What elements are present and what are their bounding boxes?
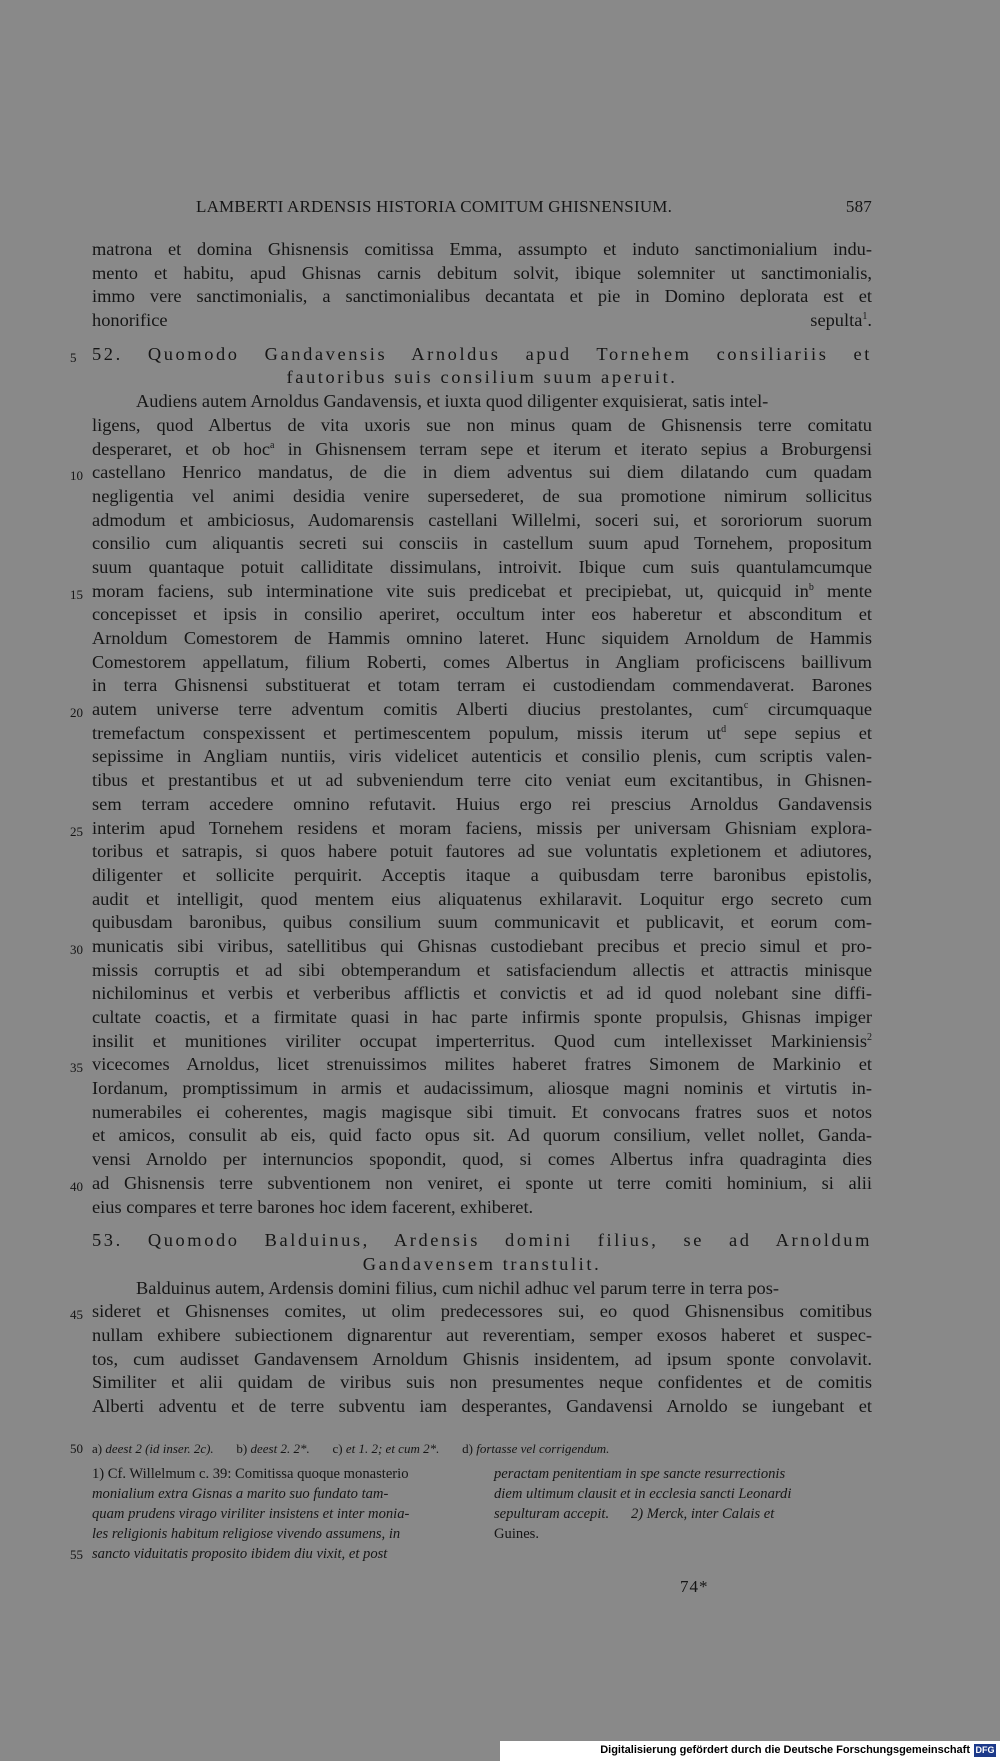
line-text: insilit et munitiones viriliter occupat imperterritus. Quod cum intellexisset Markiniensis [92, 1030, 867, 1051]
line-text: suum quantaque potuit calliditate dissimulans, introivit. Ibique cum suis quantulamcumque [92, 556, 872, 577]
footnote-text: les religionis habitum religiose vivendo assumens, in [92, 1525, 401, 1542]
line-number: 50 [70, 1441, 83, 1456]
text-line [92, 982, 872, 1006]
line-text-tail: sepe sepius et [726, 722, 872, 743]
text-line [92, 438, 872, 462]
line-text: negligentia vel animi desidia venire supersederet, de sua promotione nimirum sollicitus [92, 485, 872, 506]
apparatus-siglum: b) [236, 1441, 248, 1456]
footnote-text: sancto viduitatis proposito ibidem diu vixit, et post [92, 1545, 388, 1562]
line-text-tail: mente [813, 580, 872, 601]
line-text: fautoribus suis consilium suum aperuit. [286, 367, 678, 388]
line-text: sideret et Ghisnenses comites, ut olim predecessores sui, eo quod Ghisnensibus comitibus [92, 1301, 872, 1322]
text-line [92, 864, 872, 888]
note-marker: 2 [867, 1031, 872, 1043]
line-number: 35 [70, 1060, 83, 1076]
line-number: 10 [70, 468, 83, 484]
line-number: 55 [70, 1546, 83, 1562]
text-line [92, 1124, 872, 1148]
line-text: Balduinus autem, Ardensis domini filius, cum nichil adhuc vel parum terre in terra pos- [136, 1277, 780, 1298]
line-text: tos, cum audisset Gandavensem Arnoldum Ghisnis insidentem, ad ipsum sponte convolavit. [92, 1348, 872, 1369]
apparatus-entry: deest 2 (id inser. 2c). [105, 1441, 214, 1456]
line-text: Alberti adventu et de terre subventu iam desperantes, Gandavensi Arnoldo se iungebant et [92, 1396, 872, 1416]
line-text-tail: . [867, 310, 872, 331]
text-line [92, 769, 872, 793]
line-text: Gandavensem transtulit. [362, 1253, 602, 1274]
text-line [70, 817, 872, 841]
line-text: vensi Arnoldo per internuncios spopondit, quod, si comes Albertus infra quadraginta dies [92, 1149, 872, 1170]
text-line [92, 532, 872, 556]
text-line [92, 262, 872, 286]
line-text: sepissime in Angliam nuntiis, viris videlicet autenticis et consilio plenis, cum scriptis valen- [92, 746, 872, 767]
line-text: interim apud Tornehem residens et moram faciens, missis per universam Ghisniam explora- [92, 817, 872, 838]
apparatus-siglum: a) [92, 1441, 103, 1456]
line-number: 40 [70, 1178, 83, 1194]
section-gap [92, 1219, 872, 1229]
text-line [92, 627, 872, 651]
text-line [92, 1395, 872, 1419]
critical-apparatus [70, 1441, 880, 1457]
text-line [92, 1371, 872, 1395]
line-text: castellano Henrico mandatus, de die in diem adventus sui diem dilatando cum quadam [92, 462, 872, 483]
text-line [92, 1006, 872, 1030]
text-line [70, 580, 872, 604]
footnote-line: diem ultimum clausit et in ecclesia sancti Leonardi [494, 1485, 792, 1502]
footnote-line [70, 1545, 472, 1565]
text-line [70, 461, 872, 485]
chapter-heading-line [70, 343, 872, 367]
text-line [92, 888, 872, 912]
text-line [92, 309, 872, 333]
footnote-line [92, 1505, 472, 1525]
dfg-logo-icon: DFG [975, 1745, 995, 1755]
footnote-text: monialium extra Gisnas a marito suo fundato tam- [92, 1485, 389, 1502]
text-line [92, 1077, 872, 1101]
line-text: numerabiles ei coherentes, magis magisque sibi timuit. Et convocans fratres suos et notos [92, 1101, 872, 1122]
footnotes-right-column [494, 1465, 874, 1545]
text-line [70, 1053, 872, 1077]
line-text-tail: in Ghisnensem terram sepe et iterum et iterato sepius a Broburgensi [274, 438, 873, 459]
footnote-line [92, 1525, 472, 1545]
line-text: Arnoldum Comestorem de Hammis omnino lateret. Hunc siquidem Arnoldum de Hammis [92, 628, 872, 648]
text-line [92, 414, 872, 438]
line-text: moram faciens, sub interminatione vite suis predicebat et precipiebat, ut, quicquid in [92, 580, 809, 601]
text-line [92, 390, 872, 414]
line-text: toribus et satrapis, si quos habere potuit fautores ad sue voluntatis expletionem et adiutores, [92, 841, 872, 862]
line-text: vicecomes Arnoldus, licet strenuissimos milites haberet fratres Simonem de Markinio et [92, 1054, 872, 1075]
apparatus-siglum: c) [332, 1441, 343, 1456]
text-line [92, 793, 872, 817]
line-text: Iordanum, promptissimum in armis et audacissimum, aliosque magni nominis et virtutis in- [92, 1078, 872, 1099]
apparatus-entry: deest 2. 2*. [250, 1441, 310, 1456]
line-text: 53. Quomodo Balduinus, Ardensis domini filius, se ad Arnoldum [92, 1230, 872, 1251]
text-line [92, 959, 872, 983]
funding-note: Digitalisierung gefördert durch die Deutsche Forschungsgemeinschaft [600, 1744, 970, 1756]
line-text-tail: circumquaque [748, 699, 872, 720]
text-line [92, 509, 872, 533]
text-line [92, 651, 872, 675]
running-title: LAMBERTI ARDENSIS HISTORIA COMITUM GHISNENSIUM. [196, 197, 673, 216]
footnote-line: peractam penitentiam in spe sancte resurrectionis [494, 1466, 786, 1482]
line-number: 25 [70, 823, 83, 839]
line-text: in terra Ghisnensi substituerat et totam terram ei custodiendam commendaverat. Barones [92, 675, 872, 696]
main-text [70, 238, 873, 1419]
page-number: 587 [845, 197, 872, 216]
text-line [70, 1172, 872, 1196]
text-line [92, 485, 872, 509]
line-text: immo vere sanctimonialis, a sanctimonialibus decantata et pie in Domino deplorata est et [92, 286, 872, 307]
footnote-line: sepulturam accepit. 2) Merck, inter Calais et [494, 1505, 775, 1522]
line-text: concepisset et ipsis in consilio aperiret, occultum inter eos haberetur et absconditum et [92, 604, 872, 625]
text-line [92, 840, 872, 864]
text-line [92, 1148, 872, 1172]
footnote-line [92, 1465, 472, 1485]
line-text: admodum et ambiciosus, Audomarensis castellani Willelmi, soceri sui, et sororiorum suorum [92, 509, 872, 530]
text-line [92, 745, 872, 769]
line-number: 15 [70, 586, 83, 602]
text-line [92, 911, 872, 935]
footnotes-left-column [70, 1465, 472, 1564]
line-text: eius compares et terre barones hoc idem facerent, exhiberet. [92, 1196, 534, 1217]
note-marker: b [808, 581, 814, 593]
line-text: nichilominus et verbis et verberibus afflictis et convictis et ad id quod nolebant sine diffi- [92, 983, 872, 1004]
line-number: 45 [70, 1307, 83, 1323]
footnote-text: 1) Cf. Willelmum c. 39: Comitissa quoque monasterio [92, 1466, 409, 1482]
footnote-line [92, 1485, 472, 1505]
note-marker: a [270, 439, 275, 451]
line-text: quibusdam baronibus, quibus consilium suum communicavit et publicavit, et eorum com- [92, 912, 872, 933]
chapter-heading-line [92, 1229, 872, 1253]
chapter-heading-line [92, 366, 872, 390]
text-line [70, 1300, 872, 1324]
line-number: 30 [70, 941, 83, 957]
line-text: desperaret, et ob hoc [92, 438, 271, 459]
line-text: diligenter et sollicite perquirit. Acceptis itaque a quibusdam terre baronibus epistolis, [92, 864, 872, 885]
line-number: 5 [70, 349, 80, 365]
line-text: municatis sibi viribus, satellitibus qui Ghisnas custodiebant precibus et precio simul et pro- [92, 935, 872, 956]
line-text: missis corruptis et ad sibi obtemperandum et satisfaciendum allectis et attractis minisque [92, 959, 872, 980]
line-text: 52. Quomodo Gandavensis Arnoldus apud Tornehem consiliariis et [92, 343, 872, 364]
footnote-text: quam prudens virago viriliter insistens et inter monia- [92, 1505, 410, 1522]
text-line [92, 1101, 872, 1125]
line-text: tremefactum conspexissent et pertimescentem populum, missis iterum ut [92, 722, 722, 743]
chapter-heading-line [92, 1253, 872, 1277]
line-text: Similiter et alii quidam de viribus suis non presumentes neque confidentes et de comitis [92, 1372, 872, 1393]
text-line [92, 556, 872, 580]
note-marker: d [721, 723, 727, 735]
text-line [92, 1030, 872, 1054]
line-text: sem terram accedere omnino refutavit. Huius ergo rei prescius Arnoldus Gandavensis [92, 793, 872, 814]
line-text: tibus et prestantibus et ut ad subveniendum terre cito veniat eum excitantibus, in Ghisnen- [92, 770, 872, 791]
line-text: et amicos, consulit ab eis, quid facto opus sit. Ad quorum consilium, vellet nollet, Ganda- [92, 1125, 872, 1146]
text-line [70, 698, 872, 722]
text-line [92, 674, 872, 698]
text-line [92, 238, 872, 262]
note-marker: c [743, 700, 749, 712]
section-gap [92, 333, 872, 343]
text-line [92, 722, 872, 746]
line-text: mento et habitu, apud Ghisnas carnis debitum solvit, ibique solemniter ut sanctimonialis, [92, 262, 872, 283]
line-text: ligens, quod Albertus de vita uxoris sue non minus quam de Ghisnensis terre comitatu [92, 414, 872, 435]
sheet-signature: 74* [680, 1577, 709, 1596]
line-number: 20 [70, 705, 83, 721]
apparatus-entry: et 1. 2; et cum 2*. [345, 1441, 440, 1456]
line-text: Audiens autem Arnoldus Gandavensis, et iuxta quod diligenter exquisierat, satis intel- [136, 391, 769, 412]
line-text: audit et intelligit, quod mentem eius aliquatenus exhilaravit. Loquitur ergo secreto cum [92, 888, 872, 909]
line-text: ad Ghisnensis terre subventionem non veniret, ei sponte ut terre comiti hominium, si alii [92, 1172, 872, 1193]
line-text: consilio cum aliquantis secreti sui consciis in castellum suum apud Tornehem, propositum [92, 533, 872, 554]
text-line [70, 935, 872, 959]
text-line [92, 1277, 872, 1301]
apparatus-siglum: d) [462, 1441, 473, 1456]
text-line [92, 1348, 872, 1372]
text-line [92, 603, 872, 627]
text-line [92, 285, 872, 309]
line-text: nullam exhibere subiectionem dignarentur aut reverentiam, semper exosos haberet et suspec- [92, 1324, 872, 1345]
text-line [92, 1196, 872, 1220]
line-text: cultate coactis, et a firmitate quasi in hac parte infirmis sponte propulsis, Ghisnas impiger [92, 1007, 872, 1027]
apparatus-entry: fortasse vel corrigendum. [476, 1441, 610, 1456]
text-line [92, 1324, 872, 1348]
line-text: honorifice sepulta [92, 310, 863, 331]
note-marker: 1 [862, 311, 868, 323]
digitization-footer [500, 1741, 1000, 1761]
footnote-line: Guines. [494, 1525, 539, 1542]
line-text: autem universe terre adventum comitis Alberti diucius prestolantes, cum [92, 699, 744, 720]
line-text: Comestorem appellatum, filium Roberti, comes Albertus in Angliam proficiscens baillivum [92, 651, 872, 672]
line-text: matrona et domina Ghisnensis comitissa Emma, assumpto et induto sanctimonialium indu- [92, 239, 872, 259]
